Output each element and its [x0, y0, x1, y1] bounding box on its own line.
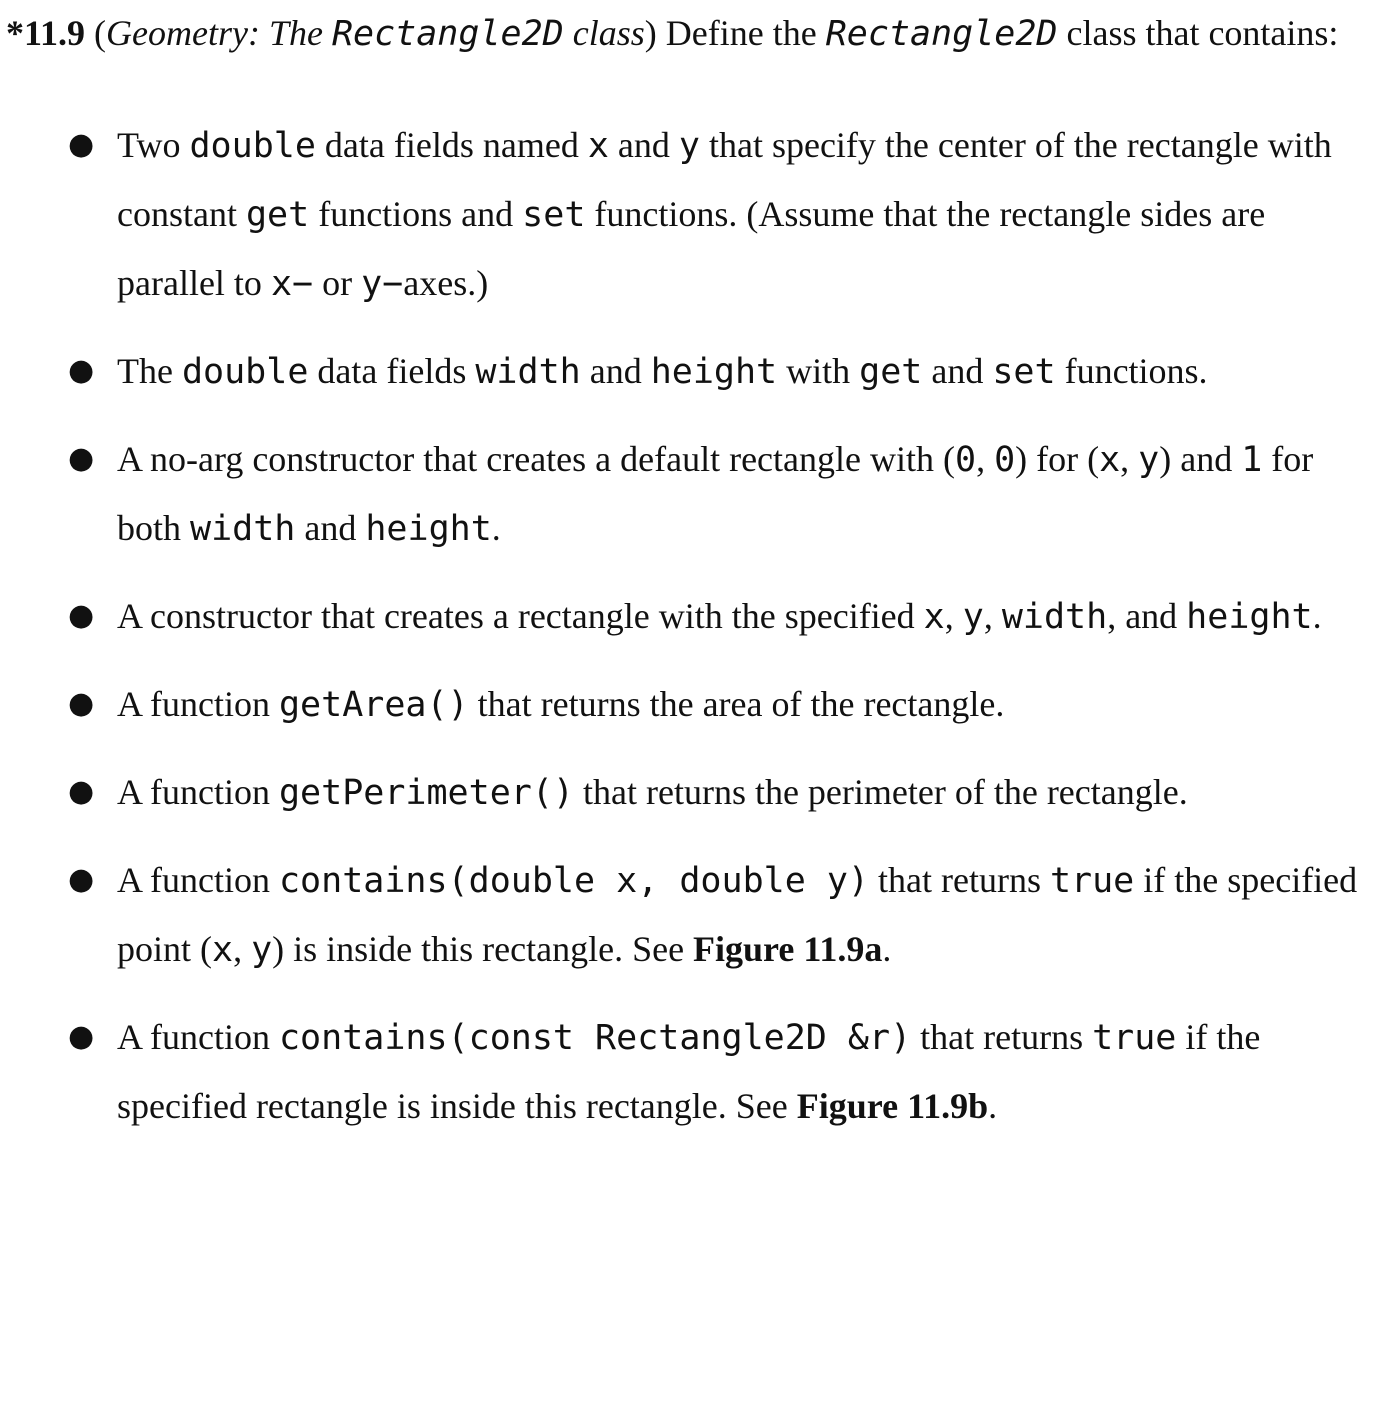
figure-reference: Figure 11.9a	[693, 929, 883, 969]
list-item	[6, 758, 1376, 827]
item-code: height	[365, 509, 492, 549]
paren-close: )	[644, 13, 657, 53]
item-text: and	[589, 351, 642, 391]
item-text: and	[931, 351, 984, 391]
item-code: true	[1049, 861, 1135, 901]
item-text: The	[117, 351, 173, 391]
item-text: data fields named	[324, 125, 579, 165]
item-text: ,	[976, 439, 986, 479]
item-code: contains(const Rectangle2D &r)	[278, 1018, 912, 1058]
item-code: x	[1099, 440, 1121, 480]
item-text: ,	[1120, 439, 1130, 479]
item-code: y	[678, 126, 700, 166]
exercise-heading	[6, 0, 1376, 67]
bullet-icon: ●	[68, 774, 95, 809]
item-code: 0	[954, 440, 977, 480]
item-text: data fields	[317, 351, 467, 391]
item-text: A function	[117, 684, 270, 724]
item-text: A constructor that creates a rectangle with the specified	[117, 596, 915, 636]
class-name-code-2: Rectangle2D	[825, 14, 1058, 54]
item-code: y	[1138, 440, 1160, 480]
item-text: A function	[117, 772, 270, 812]
item-text: functions and	[318, 194, 514, 234]
item-text: ) is inside this rectangle. See	[272, 929, 685, 969]
item-code: width	[475, 352, 581, 392]
item-code: y	[962, 597, 984, 637]
list-item	[6, 1003, 1376, 1140]
item-text: A no-arg constructor that creates a default rectangle with (	[117, 439, 955, 479]
list-item	[6, 846, 1376, 984]
item-text: functions. (Assume that the rectangle sides are parallel to	[117, 194, 1266, 303]
class-word: class	[572, 13, 645, 53]
item-text: axes.)	[403, 263, 489, 303]
item-text: Two	[117, 125, 181, 165]
item-code: double	[189, 126, 316, 166]
heading-text-2: class that contains:	[1066, 13, 1339, 53]
list-item	[6, 337, 1376, 406]
class-name-code: Rectangle2D	[331, 14, 564, 54]
item-code: y	[251, 930, 273, 970]
list-item	[6, 425, 1376, 563]
item-code: true	[1092, 1018, 1177, 1058]
heading-text: Define the	[665, 13, 817, 53]
item-code: y−	[361, 264, 404, 304]
item-code: contains(double x, double y)	[278, 861, 869, 901]
item-text: if the specified point (	[117, 860, 1358, 969]
item-text: , and	[1107, 596, 1178, 636]
exercise-topic: Geometry: The	[106, 13, 323, 53]
item-text: and	[617, 125, 670, 165]
item-text: and	[304, 508, 357, 548]
bullet-icon: ●	[68, 1019, 95, 1054]
item-code: height	[1186, 597, 1313, 637]
item-text: .	[491, 508, 501, 548]
item-code: 1	[1241, 440, 1263, 480]
list-item	[6, 111, 1376, 318]
bullet-icon: ●	[68, 441, 95, 476]
bullet-icon: ●	[68, 862, 95, 897]
item-code: x	[587, 126, 609, 166]
item-text: with	[786, 351, 851, 391]
list-item	[6, 670, 1376, 739]
item-text: that specify the center of the rectangle with constant	[117, 125, 1332, 234]
item-code: getPerimeter()	[278, 773, 574, 813]
item-text: .	[988, 1086, 998, 1126]
item-code: 0	[994, 440, 1016, 480]
bullet-icon: ●	[68, 127, 95, 162]
item-code: get	[245, 195, 310, 235]
item-code: set	[522, 195, 586, 235]
paren-open: (	[94, 13, 107, 53]
item-text: functions.	[1064, 351, 1208, 391]
item-text: that returns the area of the rectangle.	[477, 684, 1005, 724]
item-text: for both	[117, 439, 1314, 548]
item-code: width	[190, 509, 296, 549]
item-code: x	[212, 930, 234, 970]
item-text: .	[1312, 596, 1322, 636]
item-code: getArea()	[278, 685, 469, 725]
item-text: that returns the perimeter of the rectangle.	[583, 772, 1188, 812]
item-code: height	[650, 352, 778, 392]
bullet-icon: ●	[68, 686, 95, 721]
requirements-list	[6, 111, 1376, 1140]
item-text: A function	[117, 1017, 270, 1057]
figure-reference: Figure 11.9b	[796, 1086, 989, 1126]
item-text: if the specified rectangle is inside this rectangle. See	[117, 1017, 1261, 1126]
item-text: ,	[233, 929, 243, 969]
exercise-page	[6, 0, 1376, 1159]
item-text: or	[322, 263, 353, 303]
item-code: x−	[270, 264, 314, 304]
item-text: ,	[944, 596, 954, 636]
item-code: x	[923, 597, 945, 637]
exercise-number: *11.9	[6, 13, 86, 53]
bullet-icon: ●	[68, 598, 95, 633]
item-text: ) and	[1159, 439, 1233, 479]
bullet-icon: ●	[68, 353, 95, 388]
item-text: that returns	[920, 1017, 1084, 1057]
item-code: double	[181, 352, 309, 392]
item-text: A function	[117, 860, 270, 900]
item-code: get	[859, 352, 923, 392]
item-text: .	[882, 929, 892, 969]
item-text: ,	[983, 596, 993, 636]
list-item	[6, 582, 1376, 651]
item-text: that returns	[878, 860, 1041, 900]
item-text: ) for (	[1015, 439, 1100, 479]
item-code: set	[992, 352, 1056, 392]
item-code: width	[1001, 597, 1108, 637]
